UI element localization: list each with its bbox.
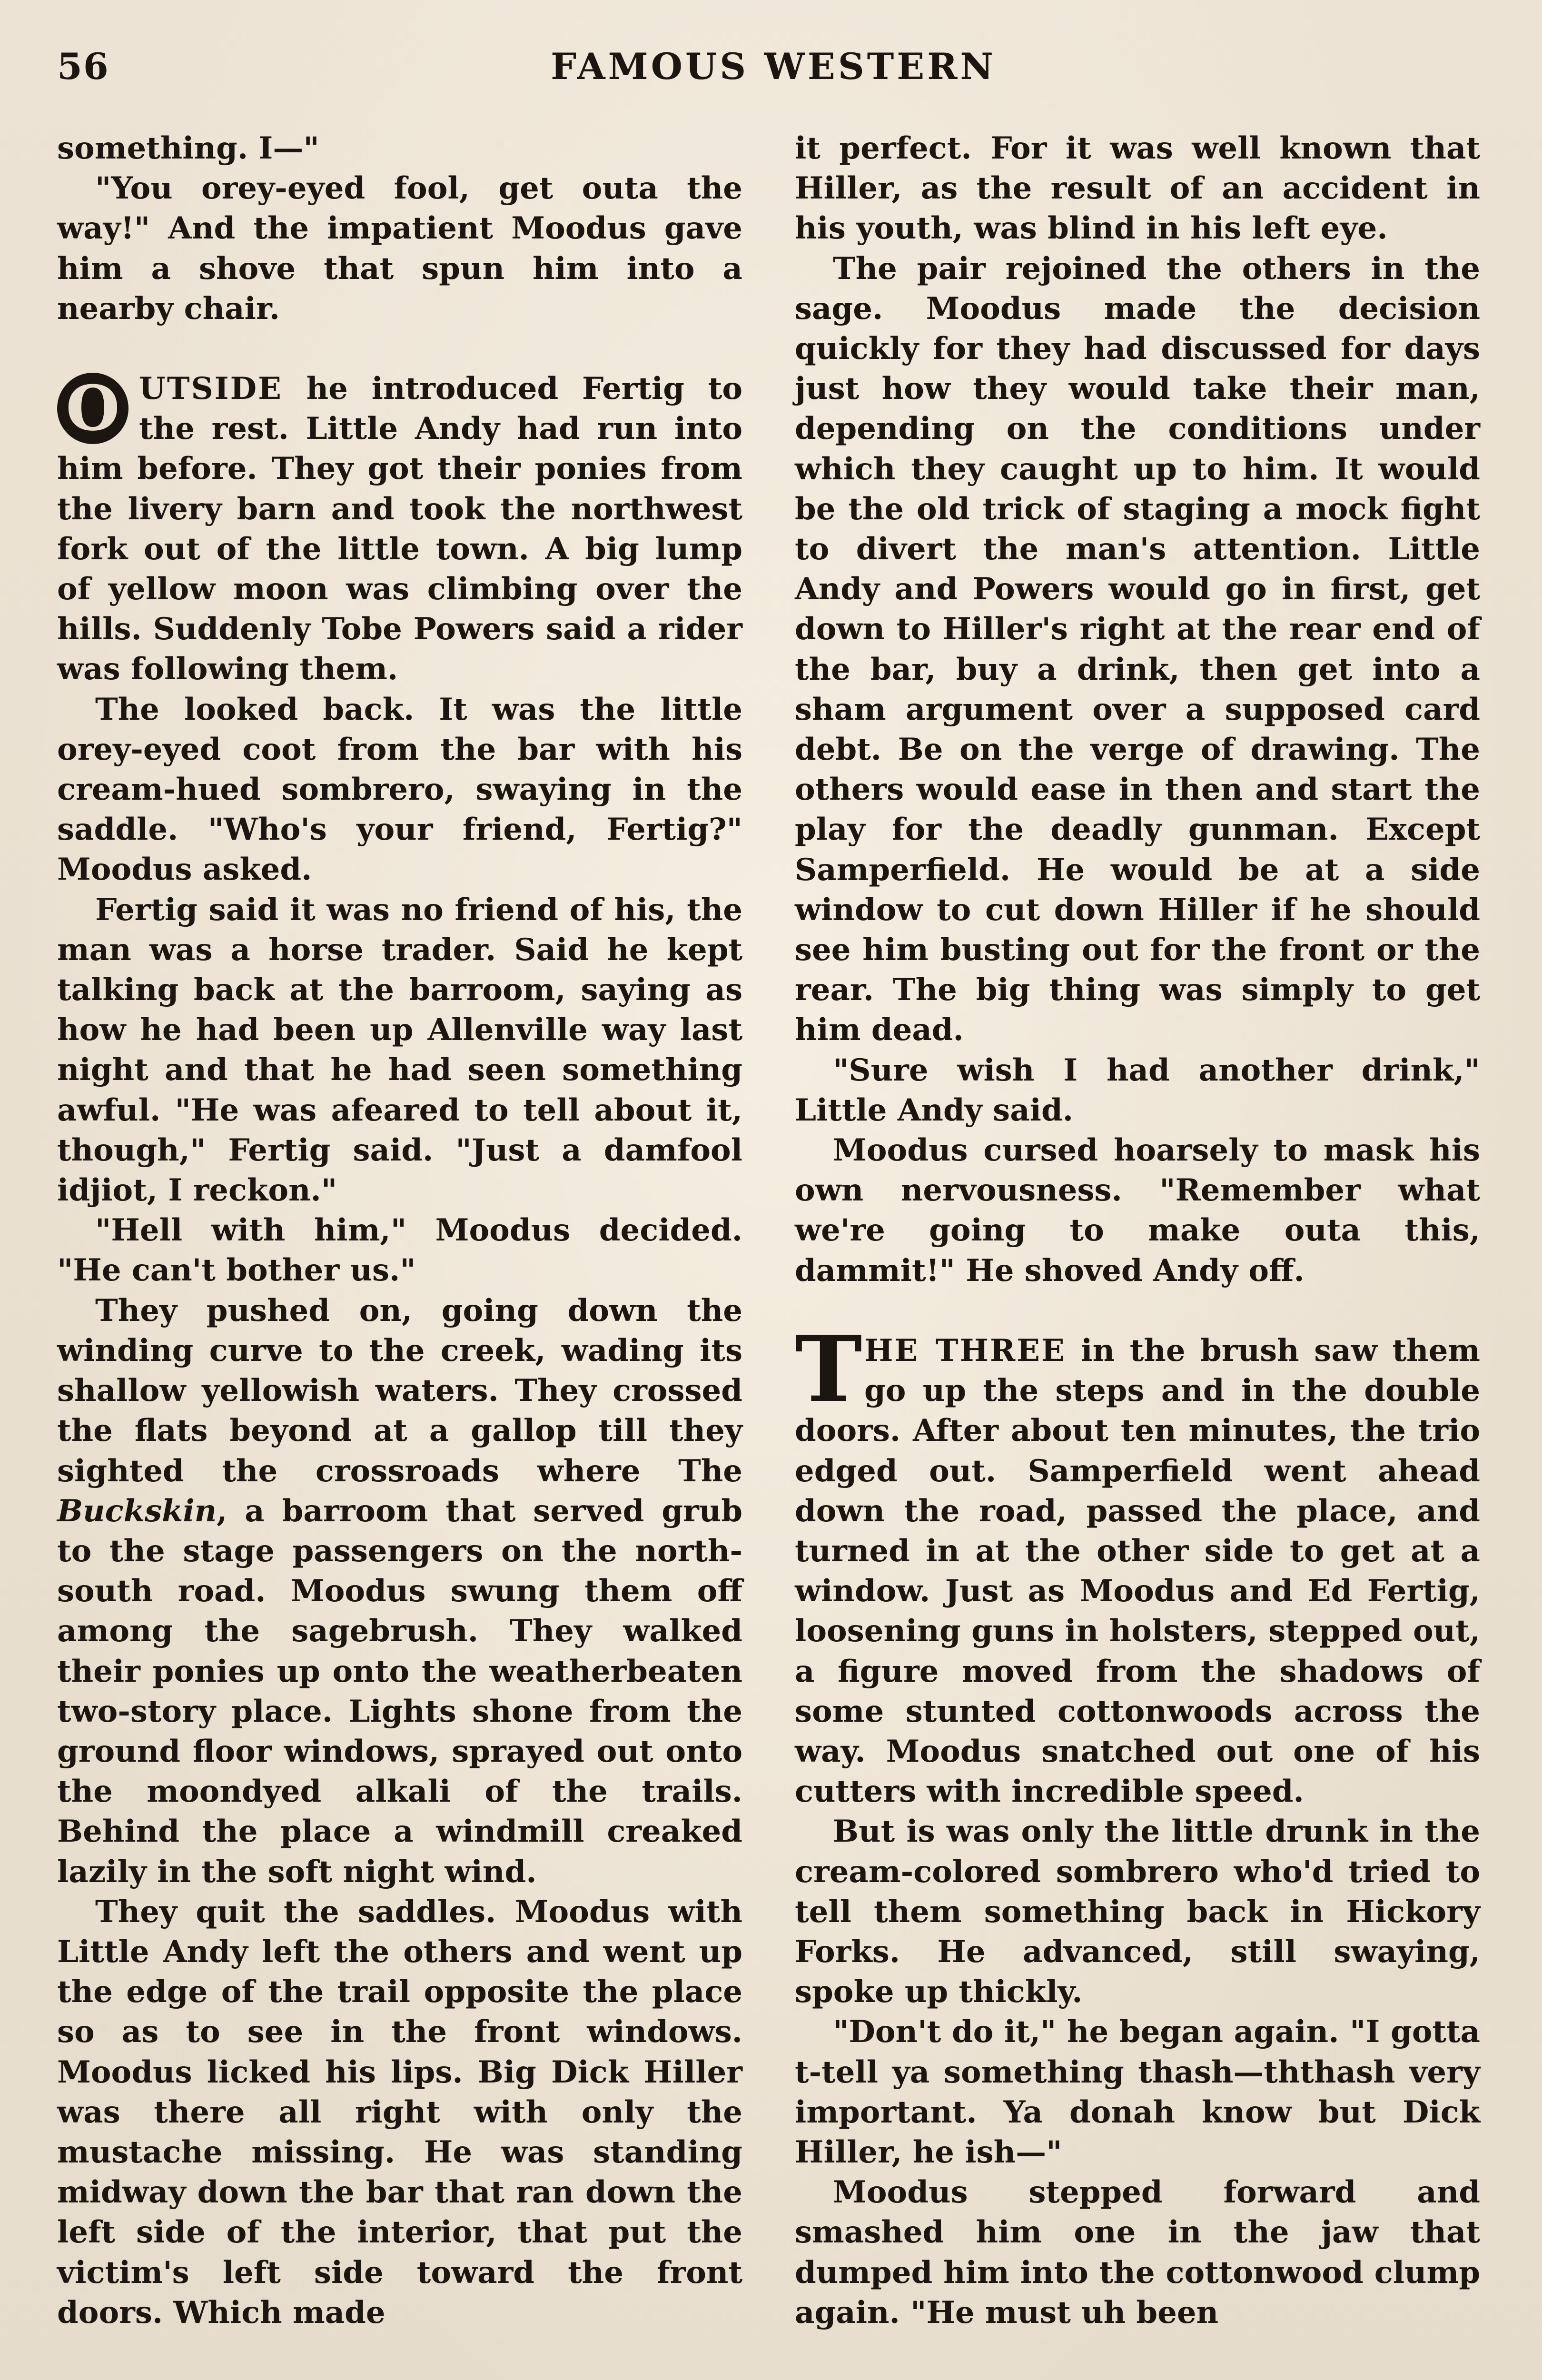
section-opening-paragraph: [57, 369, 742, 690]
paragraph: Fertig said it was no friend of his, the man was a horse trader. Said he kept talking back at the barroom, saying as how he had been up Allenville way last night and that he had seen something awful. "He was afeared to tell about it, though," Fertig said. "Just a damfool idjiot, I reckon.": [57, 892, 742, 1209]
page-number: 56: [57, 45, 109, 88]
paragraph: something. I—": [57, 130, 319, 166]
paragraph: "Sure wish I had another drink," Little Andy said.: [795, 1052, 1480, 1128]
paragraph: They quit the saddles. Moodus with Little Andy left the others and went up the edge of the trail opposite the place so as to see in the front windows. Moodus licked his lips. Big Dick Hiller was there all right with only the mustache missing. He was standing midway down the bar that ran down the left side of the interior, that put the victim's left side toward the front doors. Which made: [57, 1894, 742, 2330]
paragraph: it perfect. For it was well known that Hiller, as the result of an accident in his youth, was blind in his left eye.: [795, 130, 1480, 247]
page-header: [57, 45, 1490, 93]
paragraph: The looked back. It was the little orey-eyed coot from the bar with his cream-hued sombrero, swaying in the saddle. "Who's your friend, Fertig?" Moodus asked.: [57, 691, 742, 888]
paragraph: "Hell with him," Moodus decided. "He can't bother us.": [57, 1212, 742, 1289]
paragraph: [57, 1291, 742, 1892]
barroom-name: Buckskin: [57, 1493, 217, 1529]
paragraph-text: in the brush saw them go up the steps and in the double doors. After about ten minutes, the trio edged out. Samperfield went ahead down the road, passed the place, and turned in at the other side to get at a window. Just as Moodus and Ed Fertig, loosening guns in holsters, stepped out, a figure moved from the shadows of some stunted cottonwoods across the way. Moodus snatched out one of his cutters with incredible speed.: [795, 1332, 1480, 1810]
paragraph-text: , a barroom that served grub to the stage passengers on the north-south road. Moodus swung them off among the sagebrush. They walked their ponies up onto the weatherbeaten two-story place. Lights shone from the ground floor windows, sprayed out onto the moondyed alkali of the trails. Behind the place a windmill creaked lazily in the soft night wind.: [57, 1493, 742, 1890]
paragraph: The pair rejoined the others in the sage. Moodus made the decision quickly for they had discussed for days just how they would take their man, depending on the conditions under which they caught up to him. It would be the old trick of staging a mock fight to divert the man's attention. Little Andy and Powers would go in first, get down to Hiller's right at the rear end of the bar, buy a drink, then get into a sham argument over a supposed card debt. Be on the verge of drawing. The others would ease in then and start the play for the deadly gunman. Except Samperfield. He would be at a side window to cut down Hiller if he should see him busting out for the front or the rear. The big thing was simply to get him dead.: [795, 250, 1480, 1048]
drop-cap-letter: T: [795, 1316, 862, 1422]
paragraph: "Don't do it," he began again. "I gotta t-tell ya something thash—ththash very important. Ya donah know but Dick Hiller, he ish—": [795, 2014, 1480, 2170]
paragraph: Moodus stepped forward and smashed him one in the jaw that dumped him into the cottonwood clump again. "He must uh been: [795, 2174, 1480, 2330]
drop-cap-letter: O: [57, 373, 128, 444]
paragraph: But is was only the little drunk in the cream-colored sombrero who'd tried to tell them something back in Hickory Forks. He advanced, still swaying, spoke up thickly.: [795, 1814, 1480, 2010]
paragraph-text: he introduced Fertig to the rest. Little Andy had run into him before. They got their ponies from the livery barn and took the northwest fork out of the little town. A big lump of yellow moon was climbing over the hills. Suddenly Tobe Powers said a rider was following them.: [57, 371, 742, 687]
text-columns: [57, 129, 1480, 2380]
magazine-title: FAMOUS WESTERN: [551, 45, 996, 88]
paragraph: Moodus cursed hoarsely to mask his own nervousness. "Remember what we're going to make outa this, dammit!" He shoved Andy off.: [795, 1132, 1480, 1289]
section-opening-paragraph: [795, 1316, 1480, 1812]
section-lead-words: UTSIDE: [139, 371, 283, 407]
left-column: [57, 129, 742, 2380]
section-lead-words: HE THREE: [864, 1332, 1066, 1368]
paragraph: "You orey-eyed fool, get outa the way!" And the impatient Moodus gave him a shove that spun him into a nearby chair.: [57, 170, 742, 327]
right-column: [795, 129, 1480, 2380]
paragraph-text: They pushed on, going down the winding curve to the creek, wading its shallow yellowish waters. They crossed the flats beyond at a gallop till they sighted the crossroads where The: [57, 1292, 742, 1489]
